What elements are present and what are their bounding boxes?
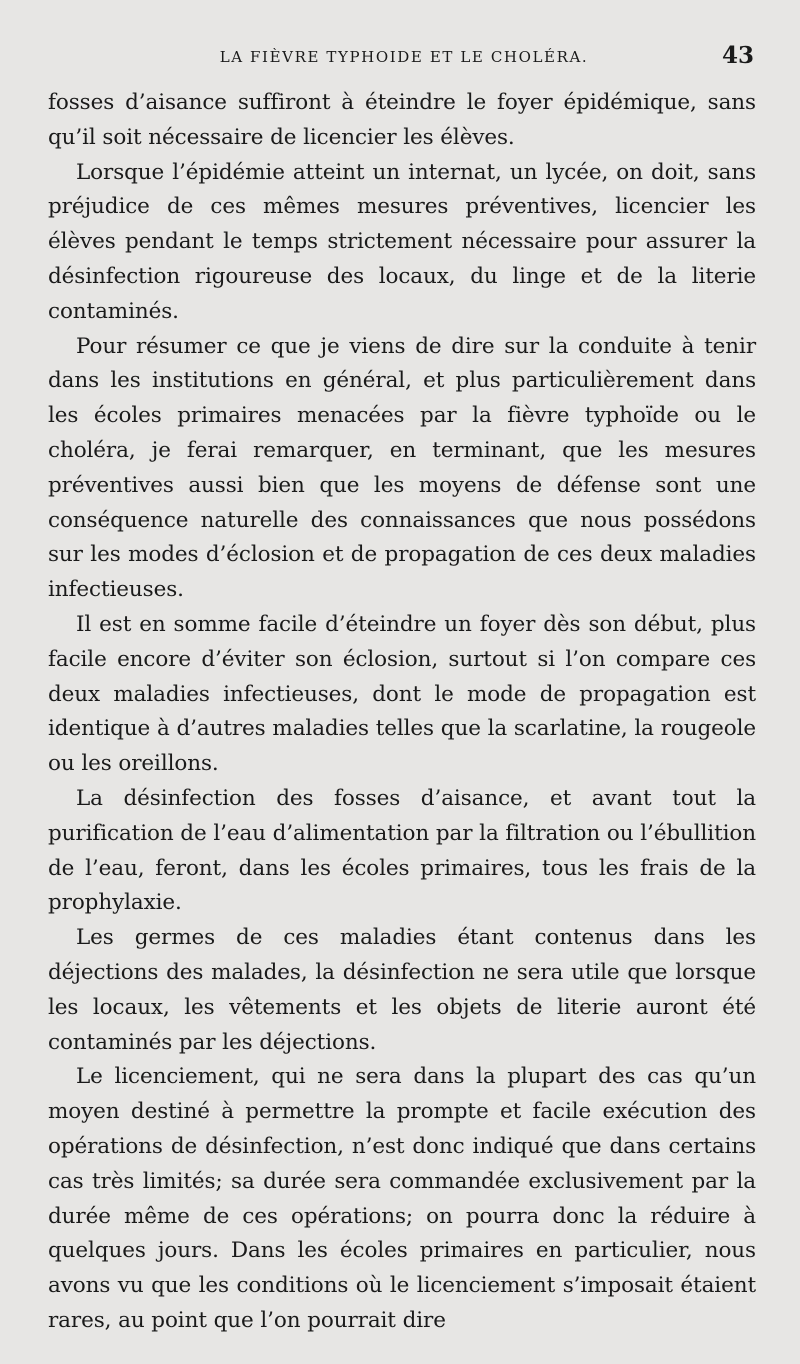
paragraph: Les germes de ces maladies étant contenus dans les déjections des malades, la désinfection ne sera utile que lorsque les locaux, les vêtements et les objets de literie auront été contaminés par les déjections. [48,925,756,1055]
paragraph: Lorsque l’épidémie atteint un internat, un lycée, on doit, sans préjudice de ces mêmes mesures préventives, licencier les élèves pendant le temps strictement nécessaire pour assurer la désinfection rigoureuse des locaux, du linge et de la literie contaminés. [48,159,756,324]
paragraph-continuation: fosses d’aisance suffiront à éteindre le foyer épidémique, sans qu’il soit nécessaire de licencier les élèves. [48,90,756,150]
body-text [48,86,756,1339]
paragraph: Le licenciement, qui ne sera dans la plupart des cas qu’un moyen destiné à permettre la prompte et facile exécution des opérations de désinfection, n’est donc indiqué que dans certains cas très limités; sa durée sera commandée exclusivement par la durée même de ces opérations; on pourra donc la réduire à quelques jours. Dans les écoles primaires en particulier, nous avons vu que les conditions où le licenciement s’imposait étaient rares, au point que l’on pourrait dire [48,1064,756,1333]
paragraph: Il est en somme facile d’éteindre un foyer dès son début, plus facile encore d’éviter son éclosion, surtout si l’on compare ces deux maladies infectieuses, dont le mode de propagation est identique à d’autres maladies telles que la scarlatine, la rougeole ou les oreillons. [48,611,756,777]
paragraph: La désinfection des fosses d’aisance, et avant tout la purification de l’eau d’alimentation par la filtration ou l’ébullition de l’eau, feront, dans les écoles primaires, tous les frais de la prophylaxie. [48,785,756,916]
paragraph: Pour résumer ce que je viens de dire sur la conduite à tenir dans les institutions en général, et plus particulièrement dans les écoles primaires menacées par la fièvre typhoïde ou le choléra, je ferai remarquer, en terminant, que les mesures préventives aussi bien que les moyens de défense sont une conséquence naturelle des connaissances que nous possédons sur les modes d’éclosion et de propagation de ces deux maladies infectieuses. [48,333,756,603]
running-title: LA FIÈVRE TYPHOIDE ET LE CHOLÉRA. [219,48,589,66]
page-number: 43 [721,42,754,69]
page-header [48,44,760,74]
